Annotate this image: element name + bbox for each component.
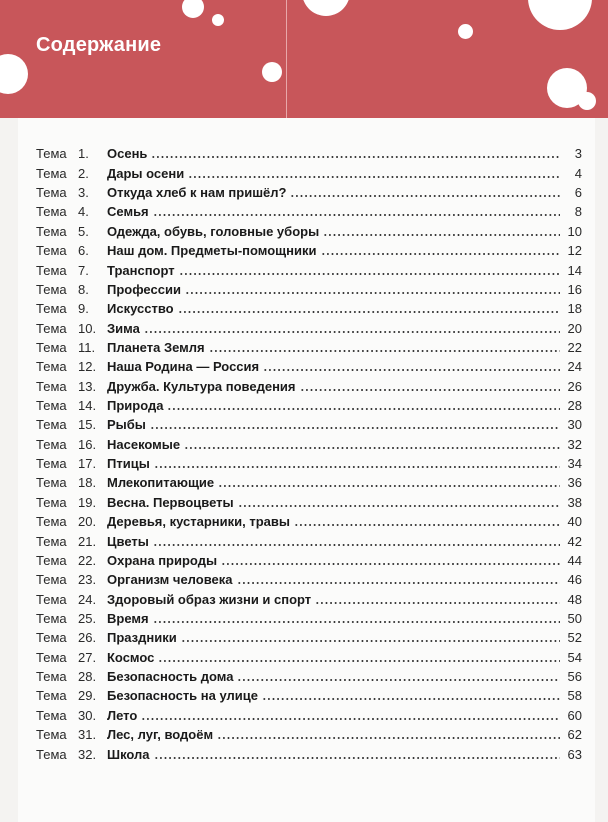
toc-page-number: 52 <box>567 630 582 646</box>
toc-prefix: Тема <box>36 204 67 220</box>
dot-leader <box>321 253 561 255</box>
toc-number: 16. <box>78 436 97 452</box>
toc-number: 19. <box>78 494 97 510</box>
dot-leader <box>184 447 560 449</box>
toc-page-number: 10 <box>567 223 582 239</box>
toc-row[interactable] <box>36 684 582 703</box>
toc-number: 31. <box>78 727 97 743</box>
toc-topic-title: Здоровый образ жизни и спорт <box>107 591 312 607</box>
toc-topic-title: Организм человека <box>107 572 233 588</box>
toc-page-number: 42 <box>567 533 582 549</box>
toc-prefix: Тема <box>36 514 67 530</box>
toc-number: 4. <box>78 204 89 220</box>
toc-prefix: Тема <box>36 301 67 317</box>
toc-page-number: 6 <box>574 185 582 201</box>
toc-row[interactable] <box>36 529 582 548</box>
dot-leader <box>218 485 560 487</box>
decorative-dot <box>528 0 592 30</box>
header-divider <box>286 0 287 118</box>
toc-number: 3. <box>78 185 89 201</box>
toc-row[interactable] <box>36 239 582 258</box>
toc-page-number: 16 <box>567 281 582 297</box>
decorative-dot <box>182 0 204 18</box>
dot-leader <box>294 524 560 526</box>
toc-row[interactable] <box>36 490 582 509</box>
dot-leader <box>290 195 560 197</box>
toc-number: 6. <box>78 243 89 259</box>
toc-prefix: Тема <box>36 339 67 355</box>
toc-number: 20. <box>78 514 97 530</box>
toc-row[interactable] <box>36 336 582 355</box>
toc-topic-title: Природа <box>107 398 164 414</box>
dot-leader <box>300 389 560 391</box>
dot-leader <box>237 679 560 681</box>
toc-number: 7. <box>78 262 89 278</box>
dot-leader <box>141 718 560 720</box>
toc-prefix: Тема <box>36 727 67 743</box>
toc-row[interactable] <box>36 723 582 742</box>
toc-number: 14. <box>78 398 97 414</box>
toc-prefix: Тема <box>36 185 67 201</box>
dot-leader <box>153 544 560 546</box>
toc-topic-title: Охрана природы <box>107 552 218 568</box>
toc-page-number: 20 <box>567 320 582 336</box>
toc-number: 5. <box>78 223 89 239</box>
toc-row[interactable] <box>36 452 582 471</box>
toc-page-number: 12 <box>567 243 582 259</box>
toc-row[interactable] <box>36 355 582 374</box>
dot-leader <box>238 505 560 507</box>
toc-prefix: Тема <box>36 533 67 549</box>
toc-prefix: Тема <box>36 746 67 762</box>
toc-topic-title: Одежда, обувь, головные уборы <box>107 223 320 239</box>
dot-leader <box>144 331 560 333</box>
toc-number: 10. <box>78 320 97 336</box>
toc-number: 8. <box>78 281 89 297</box>
dot-leader <box>178 311 560 313</box>
toc-prefix: Тема <box>36 436 67 452</box>
toc-topic-title: Осень <box>107 146 148 162</box>
toc-page-number: 26 <box>567 378 582 394</box>
dot-leader <box>153 214 560 216</box>
dot-leader <box>237 582 561 584</box>
toc-page-number: 54 <box>567 649 582 665</box>
header-banner <box>0 0 608 118</box>
dot-leader <box>221 563 560 565</box>
toc-row[interactable] <box>36 607 582 626</box>
toc-row[interactable] <box>36 510 582 529</box>
toc-prefix: Тема <box>36 494 67 510</box>
toc-page-number: 50 <box>567 610 582 626</box>
toc-page-number: 4 <box>574 165 582 181</box>
toc-number: 23. <box>78 572 97 588</box>
dot-leader <box>323 234 560 236</box>
toc-topic-title: Школа <box>107 746 150 762</box>
dot-leader <box>150 427 560 429</box>
toc-topic-title: Безопасность дома <box>107 669 234 685</box>
toc-prefix: Тема <box>36 591 67 607</box>
toc-row[interactable] <box>36 297 582 316</box>
toc-page-number: 8 <box>574 204 582 220</box>
toc-row[interactable] <box>36 413 582 432</box>
toc-number: 32. <box>78 746 97 762</box>
toc-page-number: 46 <box>567 572 582 588</box>
toc-topic-title: Птицы <box>107 456 150 472</box>
toc-topic-title: Время <box>107 610 149 626</box>
toc-number: 25. <box>78 610 97 626</box>
dot-leader <box>167 408 560 410</box>
dot-leader <box>154 466 560 468</box>
toc-topic-title: Млекопитающие <box>107 475 215 491</box>
toc-number: 26. <box>78 630 97 646</box>
toc-topic-title: Весна. Первоцветы <box>107 494 234 510</box>
toc-number: 17. <box>78 456 97 472</box>
toc-topic-title: Лес, луг, водоём <box>107 727 214 743</box>
toc-row[interactable] <box>36 645 582 664</box>
dot-leader <box>262 698 560 700</box>
toc-number: 30. <box>78 707 97 723</box>
toc-prefix: Тема <box>36 649 67 665</box>
page-title: Содержание <box>36 34 162 56</box>
decorative-dot <box>578 92 596 110</box>
toc-page-number: 28 <box>567 398 582 414</box>
toc-page-number: 62 <box>567 727 582 743</box>
toc-topic-title: Рыбы <box>107 417 146 433</box>
toc-page-number: 56 <box>567 669 582 685</box>
toc-page-number: 38 <box>567 494 582 510</box>
toc-page-number: 36 <box>567 475 582 491</box>
toc-page-number: 18 <box>567 301 582 317</box>
toc-page-number: 22 <box>567 339 582 355</box>
toc-page-number: 44 <box>567 552 582 568</box>
toc-row[interactable] <box>36 258 582 277</box>
toc-topic-title: Деревья, кустарники, травы <box>107 514 290 530</box>
toc-topic-title: Откуда хлеб к нам пришёл? <box>107 185 287 201</box>
toc-prefix: Тема <box>36 262 67 278</box>
toc-prefix: Тема <box>36 378 67 394</box>
toc-prefix: Тема <box>36 688 67 704</box>
toc-prefix: Тема <box>36 398 67 414</box>
decorative-dot <box>302 0 350 16</box>
toc-page-number: 58 <box>567 688 582 704</box>
toc-topic-title: Зима <box>107 320 140 336</box>
toc-topic-title: Дружба. Культура поведения <box>107 378 296 394</box>
dot-leader <box>263 369 560 371</box>
toc-number: 15. <box>78 417 97 433</box>
dot-leader <box>188 176 560 178</box>
toc-page-number: 40 <box>567 514 582 530</box>
toc-topic-title: Планета Земля <box>107 339 205 355</box>
toc-number: 2. <box>78 165 89 181</box>
dot-leader <box>217 737 560 739</box>
toc-prefix: Тема <box>36 417 67 433</box>
toc-topic-title: Семья <box>107 204 149 220</box>
toc-row[interactable] <box>36 278 582 297</box>
toc-topic-title: Космос <box>107 649 155 665</box>
toc-row[interactable] <box>36 200 582 219</box>
toc-row[interactable] <box>36 432 582 451</box>
toc-prefix: Тема <box>36 630 67 646</box>
toc-topic-title: Дары осени <box>107 165 185 181</box>
toc-prefix: Тема <box>36 707 67 723</box>
toc-row[interactable] <box>36 316 582 335</box>
toc-topic-title: Безопасность на улице <box>107 688 259 704</box>
toc-prefix: Тема <box>36 165 67 181</box>
toc-number: 28. <box>78 669 97 685</box>
toc-prefix: Тема <box>36 223 67 239</box>
toc-number: 1. <box>78 146 89 162</box>
toc-prefix: Тема <box>36 243 67 259</box>
toc-topic-title: Праздники <box>107 630 177 646</box>
toc-topic-title: Профессии <box>107 281 181 297</box>
toc-prefix: Тема <box>36 146 67 162</box>
dot-leader <box>179 273 560 275</box>
toc-page-number: 32 <box>567 436 582 452</box>
toc-prefix: Тема <box>36 475 67 491</box>
toc-number: 21. <box>78 533 97 549</box>
toc-topic-title: Искусство <box>107 301 174 317</box>
dot-leader <box>315 602 560 604</box>
toc-topic-title: Насекомые <box>107 436 181 452</box>
toc-number: 24. <box>78 591 97 607</box>
decorative-dot <box>0 54 28 94</box>
toc-page-number: 63 <box>567 746 582 762</box>
table-of-contents <box>36 142 582 762</box>
toc-prefix: Тема <box>36 359 67 375</box>
toc-row[interactable] <box>36 742 582 761</box>
toc-prefix: Тема <box>36 281 67 297</box>
toc-number: 18. <box>78 475 97 491</box>
toc-page-number: 14 <box>567 262 582 278</box>
toc-row[interactable] <box>36 549 582 568</box>
toc-number: 27. <box>78 649 97 665</box>
toc-prefix: Тема <box>36 320 67 336</box>
decorative-dot <box>212 14 224 26</box>
toc-row[interactable] <box>36 587 582 606</box>
toc-number: 12. <box>78 359 97 375</box>
toc-number: 9. <box>78 301 89 317</box>
toc-page-number: 24 <box>567 359 582 375</box>
toc-page-number: 3 <box>574 146 582 162</box>
decorative-dot <box>262 62 282 82</box>
dot-leader <box>151 156 560 158</box>
decorative-dot <box>458 24 473 39</box>
toc-row[interactable] <box>36 219 582 238</box>
toc-number: 13. <box>78 378 97 394</box>
toc-page-number: 34 <box>567 456 582 472</box>
dot-leader <box>185 292 560 294</box>
dot-leader <box>158 660 560 662</box>
toc-topic-title: Цветы <box>107 533 149 549</box>
toc-page-number: 48 <box>567 591 582 607</box>
toc-number: 11. <box>78 339 96 355</box>
toc-prefix: Тема <box>36 610 67 626</box>
toc-prefix: Тема <box>36 552 67 568</box>
toc-page-number: 60 <box>567 707 582 723</box>
toc-row[interactable] <box>36 394 582 413</box>
toc-topic-title: Лето <box>107 707 138 723</box>
dot-leader <box>154 757 560 759</box>
toc-prefix: Тема <box>36 669 67 685</box>
dot-leader <box>209 350 560 352</box>
toc-number: 29. <box>78 688 97 704</box>
toc-number: 22. <box>78 552 97 568</box>
toc-topic-title: Транспорт <box>107 262 175 278</box>
toc-topic-title: Наш дом. Предметы-помощники <box>107 243 317 259</box>
toc-page-number: 30 <box>567 417 582 433</box>
toc-row[interactable] <box>36 181 582 200</box>
toc-topic-title: Наша Родина — Россия <box>107 359 260 375</box>
toc-row[interactable] <box>36 665 582 684</box>
toc-row[interactable] <box>36 374 582 393</box>
dot-leader <box>181 640 560 642</box>
toc-row[interactable] <box>36 703 582 722</box>
toc-row[interactable] <box>36 142 582 161</box>
toc-row[interactable] <box>36 626 582 645</box>
toc-prefix: Тема <box>36 456 67 472</box>
dot-leader <box>153 621 560 623</box>
toc-prefix: Тема <box>36 572 67 588</box>
toc-row[interactable] <box>36 161 582 180</box>
toc-row[interactable] <box>36 568 582 587</box>
toc-row[interactable] <box>36 471 582 490</box>
